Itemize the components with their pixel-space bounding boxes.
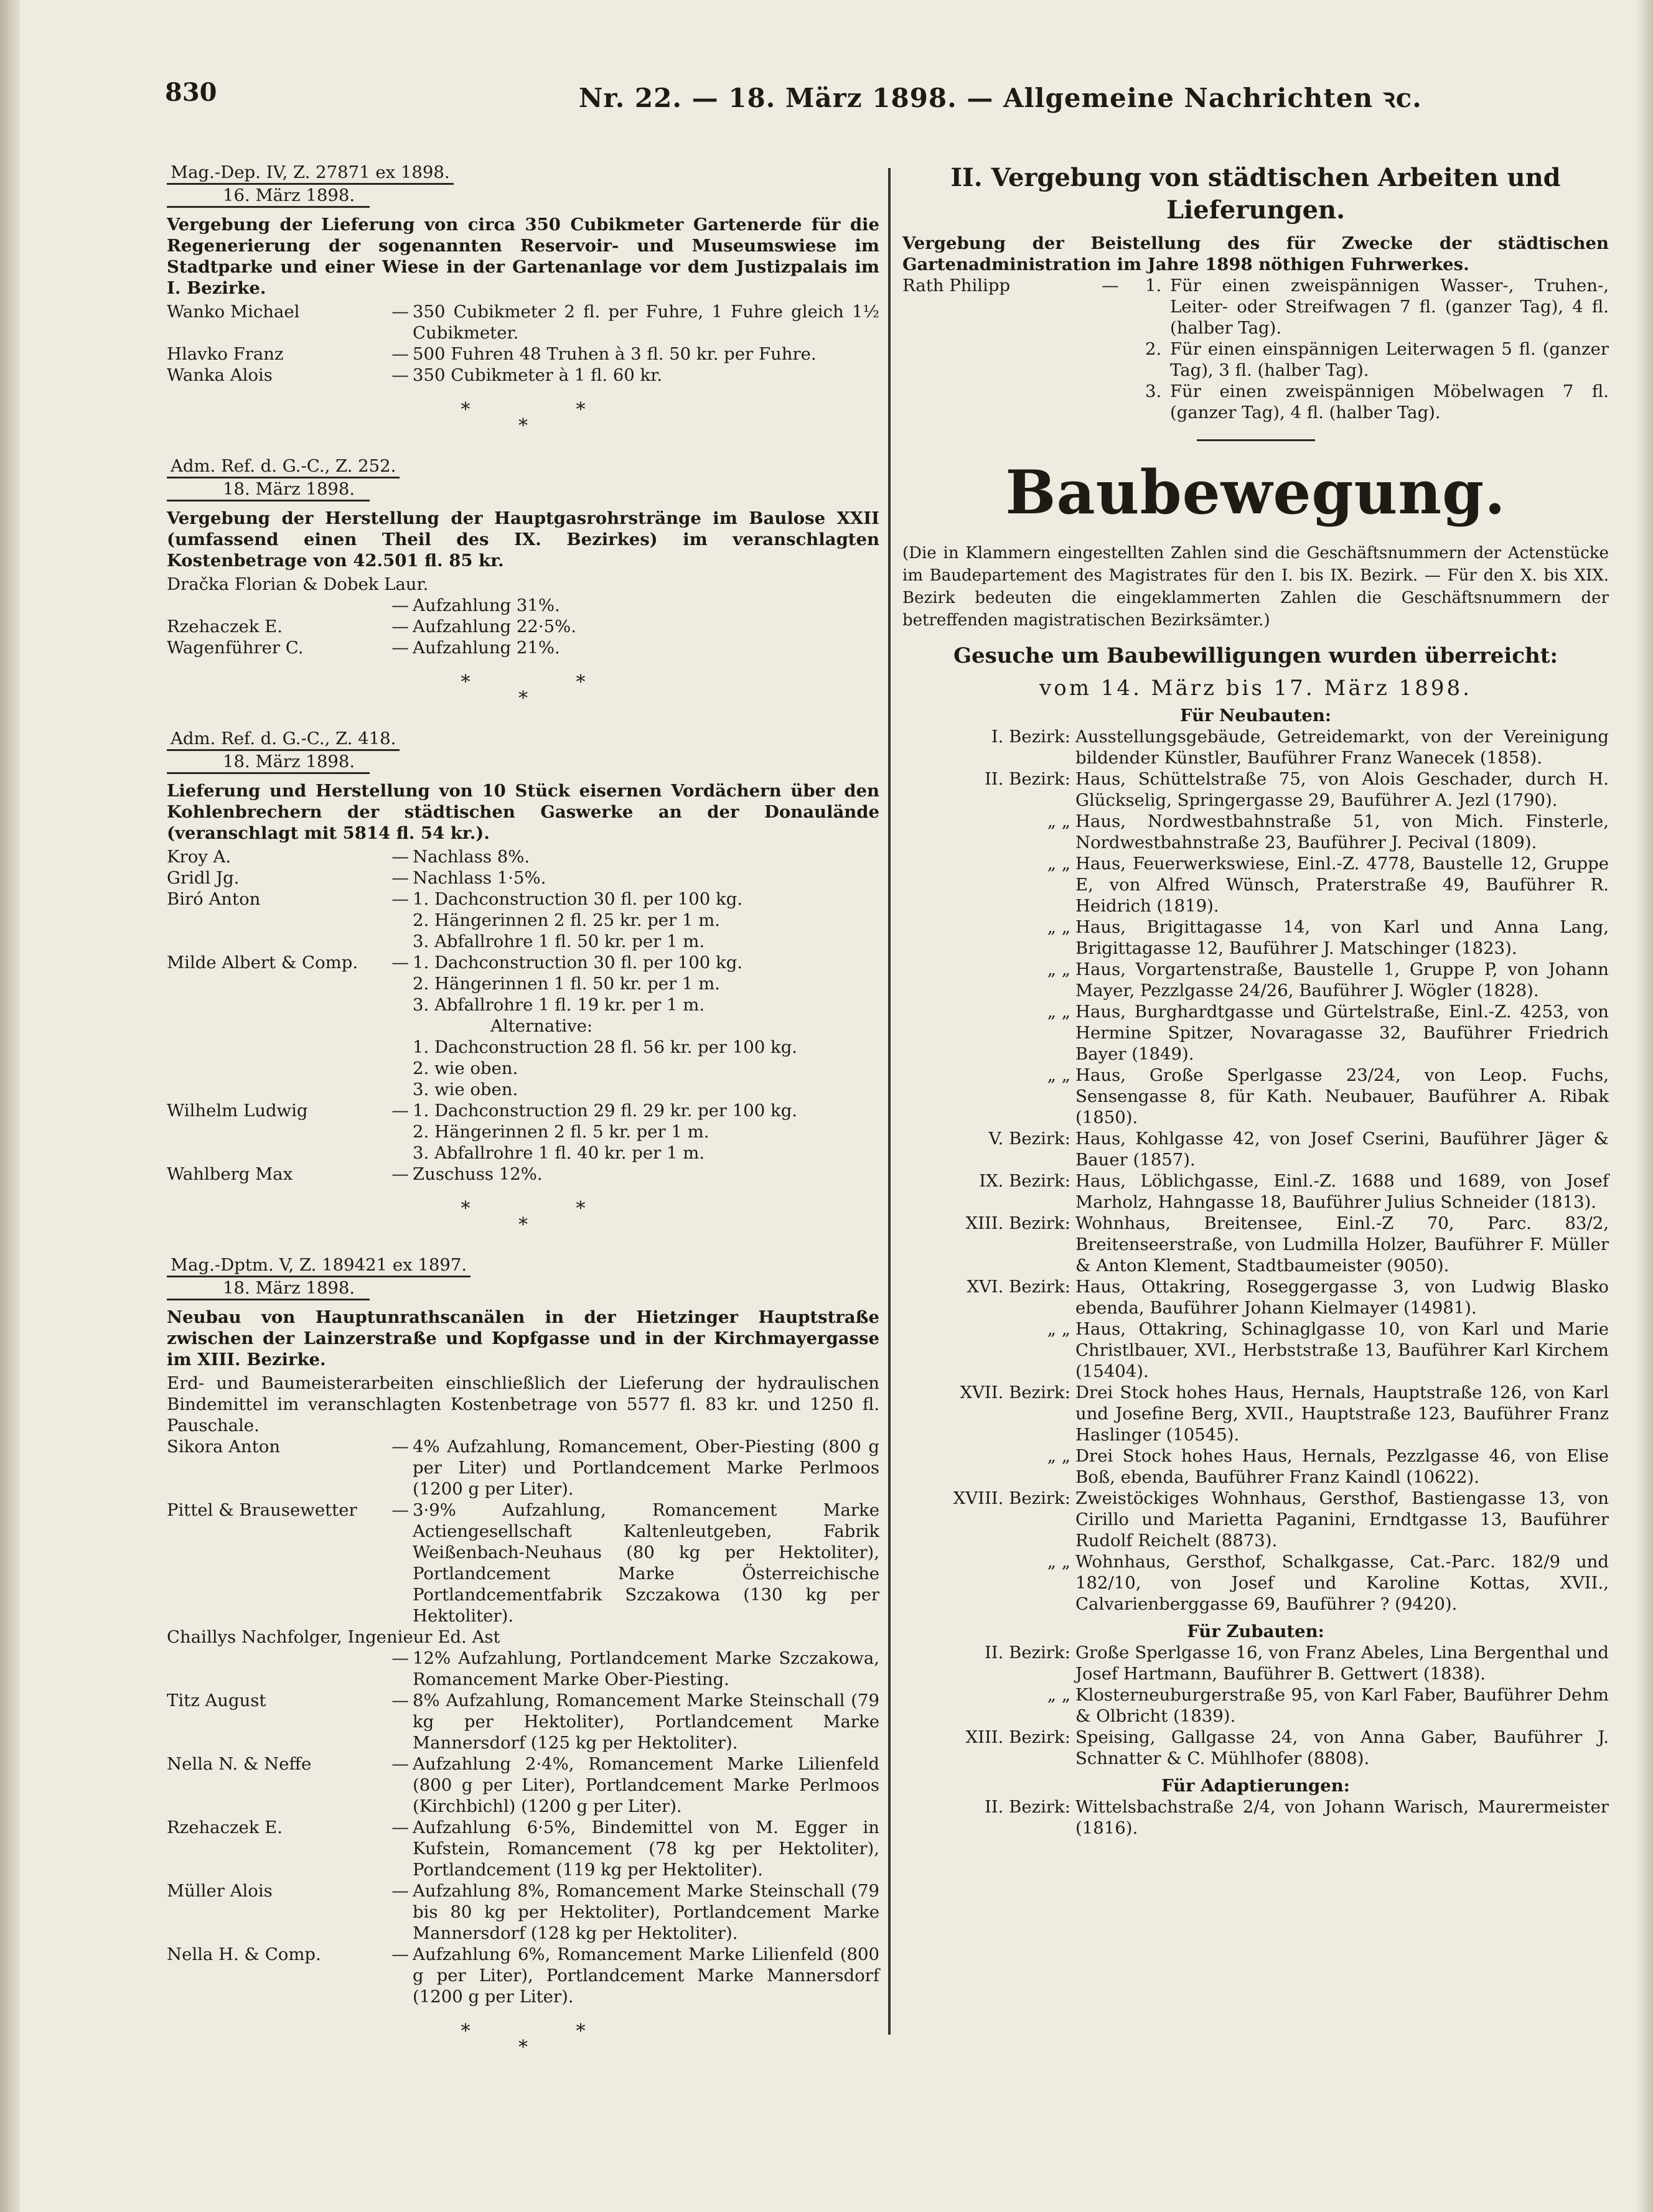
page-title: Baubewegung. [1005,457,1506,528]
bidder-name: Biró Anton [167,889,261,909]
section-heading: II. Vergebung von städtischen Arbeiten und Lieferungen. [950,163,1561,225]
bid-text: Nachlass 1·5%. [413,868,546,888]
reference-date: 18. März 1898. [167,478,370,502]
bid-entry: Nella H. & Comp. — Aufzahlung 6%, Romancement Marke Lilienfeld (800 g per Liter), Portlandcement Marke Mannersdorf (1200 g per Liter). [167,1944,879,2007]
list-item: „ „ Haus, Große Sperlgasse 23/24, von Leop. Fuchs, Sensengasse 8, für Kath. Neubauer, Bauführer A. Ribak (1850). [1047,1065,1609,1127]
bidder-name: Rzehaczek E. [167,1818,283,1837]
bidder-name: Rath Philipp [902,276,1011,296]
bidder-name: Rzehaczek E. [167,617,283,637]
bid-text: Aufzahlung 8%, Romancement Marke Steinschall (79 bis 80 kg per Hektoliter), Portlandcement Marke Mannersdorf (128 kg per Hektoliter). [413,1881,879,1943]
list-item: „ „ Haus, Burghardtgasse und Gürtelstraße, Einl.-Z. 4253, von Hermine Spitzer, Novaragasse 32, Bauführer Friedrich Bayer (1849). [1047,1002,1609,1064]
reference-number: Adm. Ref. d. G.-C., Z. 252. [167,455,400,478]
applications-heading: Gesuche um Baubewilligungen wurden überreicht: [953,643,1558,668]
extensions-heading: Für Zubauten: [1187,1622,1324,1641]
bid-option: 3. Für einen zweispännigen Möbelwagen 7 fl. (ganzer Tag), 4 fl. (halber Tag). [1145,381,1609,422]
reference-date: 18. März 1898. [167,1277,370,1300]
bid-text: 3·9% Aufzahlung, Romancement Marke Actiengesellschaft Kaltenleutgeben, Fabrik Weißenbach-Neuhaus (80 kg per Hektoliter), Portlandcement Marke Österreichische Portlandcementfabrik Szczakowa (130 kg per Hektoliter). [413,1500,879,1626]
reference-number: Mag.-Dptm. V, Z. 189421 ex 1897. [167,1254,471,1277]
list-item: „ „ Wohnhaus, Gersthof, Schalkgasse, Cat.-Parc. 182/9 und 182/10, von Josef und Karoline Kottas, XVII., Calvarienberggasse 69, Bauführer ? (9420). [1047,1552,1609,1614]
alternative-label: Alternative: [490,1016,593,1036]
list-item: „ „ Drei Stock hohes Haus, Hernals, Pezzlgasse 46, von Elise Boß, ebenda, Bauführer Franz Kaindl (10622). [1047,1446,1609,1487]
bid-text: 350 Cubikmeter à 1 fl. 60 kr. [413,365,663,385]
bid-entry: Biró Anton — 1. Dachconstruction 30 fl. per 100 kg. [167,889,879,910]
bidder-name: Wahlberg Max [167,1164,293,1184]
new-buildings-list [902,726,1609,1615]
asterism-divider: ** * [461,2020,691,2058]
bid-entry: Pittel & Brausewetter — 3·9% Aufzahlung, Romancement Marke Actiengesellschaft Kaltenleutgeben, Fabrik Weißenbach-Neuhaus (80 kg per Hektoliter), Portlandcement Marke Österreichische Portlandcementfabrik Szczakowa (130 kg per Hektoliter). [167,1500,879,1626]
bidder-name: Titz August [167,1691,266,1710]
bid-entry: Müller Alois — Aufzahlung 8%, Romancement Marke Steinschall (79 bis 80 kg per Hektoliter), Portlandcement Marke Mannersdorf (128 kg per Hektoliter). [167,1881,879,1943]
section-rule [1197,439,1315,441]
bid-entry: Rzehaczek E. — Aufzahlung 6·5%, Bindemittel von M. Egger in Kufstein, Romancement (78 kg per Hektoliter), Portlandcement (119 kg per Hektoliter). [167,1818,879,1880]
list-item: „ „ Haus, Feuerwerkswiese, Einl.-Z. 4778, Baustelle 12, Gruppe E, von Alfred Wünsch, Praterstraße 49, Bauführer R. Heidrich (1819). [1047,854,1609,916]
bid-entry: Nella N. & Neffe — Aufzahlung 2·4%, Romancement Marke Lilienfeld (800 g per Liter), Portlandcement Marke Perlmoos (Kirchbichl) (1200 g per Liter). [167,1754,879,1816]
column-divider [888,168,891,2035]
bidder-name: Wanka Alois [167,365,273,385]
bidder-name: Wilhelm Ludwig [167,1101,308,1121]
right-column [902,156,1609,1839]
bid-text: 350 Cubikmeter 2 fl. per Fuhre, 1 Fuhre gleich 1½ Cubikmeter. [413,302,879,343]
list-item: I. Bezirk: Ausstellungsgebäude, Getreidemarkt, von der Vereinigung bildender Künstler, Bauführer Franz Wanecek (1858). [991,727,1609,768]
bidder-name: Dračka Florian & Dobek Laur. [167,574,429,594]
bidder-name: Nella N. & Neffe [167,1754,312,1774]
period-line: vom 14. März bis 17. März 1898. [1039,676,1472,701]
reference-number: Adm. Ref. d. G.-C., Z. 418. [167,728,400,751]
bid-line: 2. Hängerinnen 1 fl. 50 kr. per 1 m. [413,974,720,994]
left-column [167,156,879,2071]
page-edge-right [1636,0,1653,2212]
list-item: V. Bezirk: Haus, Kohlgasse 42, von Josef Cserini, Bauführer Jäger & Bauer (1857). [988,1129,1609,1170]
bid-line: 3. Abfallrohre 1 fl. 19 kr. per 1 m. [413,995,705,1015]
bid-text: Aufzahlung 6·5%, Bindemittel von M. Egger in Kufstein, Romancement (78 kg per Hektoliter), Portlandcement (119 kg per Hektoliter). [413,1818,879,1880]
list-item: XVII. Bezirk: Drei Stock hohes Haus, Hernals, Hauptstraße 126, von Karl und Josefine Berg, XVII., Hauptstraße 123, Bauführer Franz Haslinger (10545). [960,1383,1609,1445]
bid-line: 3. Abfallrohre 1 fl. 40 kr. per 1 m. [413,1143,705,1163]
bidder-name: Hlavko Franz [167,344,284,364]
page-edge-left [0,0,20,2212]
list-item: XIII. Bezirk: Speising, Gallgasse 24, von Anna Gaber, Bauführer J. Schnatter & C. Mühlhofer (8808). [965,1727,1609,1768]
bid-line: 1. Dachconstruction 28 fl. 56 kr. per 100 kg. [413,1037,798,1057]
running-head: Nr. 22. — 18. März 1898. — Allgemeine Nachrichten ꝛc. [579,83,1422,113]
adaptations-list [902,1796,1609,1839]
list-item: XVI. Bezirk: Haus, Ottakring, Roseggergasse 3, von Ludwig Blasko ebenda, Bauführer Johann Kielmayer (14981). [967,1277,1609,1318]
bidder-name: Wagenführer C. [167,638,304,658]
bid-entry [902,275,1609,423]
reference-date: 18. März 1898. [167,751,370,774]
explanatory-note: (Die in Klammern eingestellten Zahlen sind die Geschäftsnummern der Actenstücke im Baudepartement des Magistrates für den I. bis IX. Bezirk. — Für den X. bis XIX. Bezirk bedeuten die eingeklammerten Zahlen die Geschäftsnummern der betreffenden magistratischen Bezirksämter.) [902,544,1609,630]
asterism-divider: ** * [461,1198,691,1236]
bid-text: Aufzahlung 31%. [413,595,560,615]
bid-entry: Wahlberg Max — Zuschuss 12%. [167,1164,879,1185]
bid-entry: Wagenführer C. — Aufzahlung 21%. [167,637,879,658]
section-garden-soil [167,156,879,386]
bid-entry [167,574,879,595]
section-canopies [167,722,879,1185]
bid-text: Aufzahlung 21%. [413,638,560,658]
bid-entry: Titz August — 8% Aufzahlung, Romancement Marke Steinschall (79 kg per Hektoliter), Portlandcement Marke Mannersdorf (125 kg per Hektoliter). [167,1691,879,1753]
bid-text: 12% Aufzahlung, Portlandcement Marke Szczakowa, Romancement Marke Ober-Piesting. [413,1648,879,1689]
section-title: Neubau von Hauptunrathscanälen in der Hietzinger Hauptstraße zwischen der Lainzerstraße und Kopfgasse und in der Kirchmayergasse im XIII. Bezirke. [167,1307,879,1370]
bid-entry: Wanka Alois — 350 Cubikmeter à 1 fl. 60 kr. [167,365,879,386]
extensions-list [902,1642,1609,1769]
bid-entry: Sikora Anton — 4% Aufzahlung, Romancement, Ober-Piesting (800 g per Liter) und Portlandcement Marke Perlmoos (1200 g per Liter). [167,1437,879,1499]
asterism-divider: ** * [461,671,691,709]
bid-text: 500 Fuhren 48 Truhen à 3 fl. 50 kr. per Fuhre. [413,344,817,364]
bidder-name: Pittel & Brausewetter [167,1500,357,1520]
section-subheading: Vergebung der Beistellung des für Zwecke der städtischen Gartenadministration im Jahre 1898 nöthigen Fuhrwerkes. [902,233,1609,274]
adaptations-heading: Für Adaptierungen: [1161,1776,1350,1796]
list-item: „ „ Haus, Nordwestbahnstraße 51, von Mich. Finsterle, Nordwestbahnstraße 23, Bauführer J. Pecival (1809). [1047,811,1609,852]
list-item: „ „ Haus, Brigittagasse 14, von Karl und Anna Lang, Brigittagasse 12, Bauführer J. Matschinger (1823). [1047,917,1609,958]
list-item: II. Bezirk: Große Sperlgasse 16, von Franz Abeles, Lina Bergenthal und Josef Hartmann, Bauführer B. Gettwert (1838). [984,1643,1609,1684]
new-buildings-heading: Für Neubauten: [1179,706,1332,726]
bid-text: 1. Dachconstruction 30 fl. per 100 kg. [413,953,743,973]
bid-entry: Rzehaczek E. — Aufzahlung 22·5%. [167,616,879,637]
bidder-name: Müller Alois [167,1881,273,1901]
list-item: II. Bezirk: Haus, Schüttelstraße 75, von Alois Geschader, durch H. Glückselig, Springergasse 29, Bauführer A. Jezl (1790). [984,769,1609,810]
bid-entry: Kroy A. — Nachlass 8%. [167,846,879,867]
bidder-name: Sikora Anton [167,1437,281,1457]
bid-line: 2. Hängerinnen 2 fl. 25 kr. per 1 m. [413,910,720,930]
section-subtitle: Erd- und Baumeisterarbeiten einschließlich der Lieferung der hydraulischen Bindemittel im veranschlagten Kostenbetrage von 5577 fl. 83 kr. und 1250 fl. Pauschale. [167,1373,879,1435]
list-item: II. Bezirk: Wittelsbachstraße 2/4, von Johann Warisch, Maurermeister (1816). [984,1797,1609,1838]
bid-text: 1. Dachconstruction 29 fl. 29 kr. per 100 kg. [413,1101,798,1121]
section-sewers [167,1248,879,2007]
bid-entry: — Aufzahlung 31%. [167,595,879,616]
bid-text: Aufzahlung 22·5%. [413,617,577,637]
bid-entry: Milde Albert & Comp. — 1. Dachconstruction 30 fl. per 100 kg. [167,952,879,973]
bid-entry: Gridl Jg. — Nachlass 1·5%. [167,867,879,889]
bid-text: Zuschuss 12%. [413,1164,543,1184]
bid-line: 3. Abfallrohre 1 fl. 50 kr. per 1 m. [413,931,705,951]
bid-line: 3. wie oben. [413,1080,518,1099]
bid-text: Aufzahlung 6%, Romancement Marke Lilienfeld (800 g per Liter), Portlandcement Marke Mannersdorf (1200 g per Liter). [413,1944,879,2007]
bid-text: 1. Dachconstruction 30 fl. per 100 kg. [413,889,743,909]
list-item: „ „ Haus, Ottakring, Schinaglgasse 10, von Karl und Marie Christlbauer, XVI., Herbststraße 13, Bauführer Karl Kirchem (15404). [1047,1319,1609,1381]
bid-option: — 1. Für einen zweispännigen Wasser-, Truhen-, Leiter- oder Streifwagen 7 fl. (ganzer Tag), 4 fl. (halber Tag). [1102,276,1609,338]
bid-entry: Hlavko Franz — 500 Fuhren 48 Truhen à 3 fl. 50 kr. per Fuhre. [167,343,879,365]
bid-entry: Wilhelm Ludwig — 1. Dachconstruction 29 fl. 29 kr. per 100 kg. [167,1100,879,1121]
bid-text: 4% Aufzahlung, Romancement, Ober-Piesting (800 g per Liter) und Portlandcement Marke Perlmoos (1200 g per Liter). [413,1437,879,1499]
bid-entry: Chaillys Nachfolger, Ingenieur Ed. Ast — 12% Aufzahlung, Portlandcement Marke Szczakowa, Romancement Marke Ober-Piesting. [167,1627,879,1689]
bid-text: 8% Aufzahlung, Romancement Marke Steinschall (79 kg per Hektoliter), Portlandcement Marke Mannersdorf (125 kg per Hektoliter). [413,1691,879,1753]
asterism-divider: ** * [461,399,691,437]
page-number: 830 [165,78,217,107]
section-gas-pipes [167,449,879,658]
section-title: Lieferung und Herstellung von 10 Stück eisernen Vordächern über den Kohlenbrechern der städtischen Gaswerke an der Donaulände (veranschlagt mit 5814 fl. 54 kr.). [167,781,879,843]
bidder-name: Wanko Michael [167,302,300,322]
bid-line: 2. wie oben. [413,1058,518,1078]
list-item: XVIII. Bezirk: Zweistöckiges Wohnhaus, Gersthof, Bastiengasse 13, von Cirillo und Marietta Paganini, Erndtgasse 13, Bauführer Rudolf Reichelt (8873). [953,1488,1609,1551]
list-item: IX. Bezirk: Haus, Löblichgasse, Einl.-Z. 1688 und 1689, von Josef Marholz, Hahngasse 18, Bauführer Julius Schneider (1813). [979,1171,1609,1212]
bidder-name: Chaillys Nachfolger, Ingenieur Ed. Ast [167,1627,500,1647]
bidder-name: Gridl Jg. [167,868,240,888]
reference-number: Mag.-Dep. IV, Z. 27871 ex 1898. [167,162,454,185]
bid-text: Nachlass 8%. [413,847,530,867]
bid-entry: Wanko Michael — 350 Cubikmeter 2 fl. per Fuhre, 1 Fuhre gleich 1½ Cubikmeter. [167,302,879,343]
bidder-name: Kroy A. [167,847,232,867]
bid-text: Aufzahlung 2·4%, Romancement Marke Lilienfeld (800 g per Liter), Portlandcement Marke Perlmoos (Kirchbichl) (1200 g per Liter). [413,1754,879,1816]
bid-option: 2. Für einen einspännigen Leiterwagen 5 fl. (ganzer Tag), 3 fl. (halber Tag). [1145,339,1609,380]
bid-line: 2. Hängerinnen 2 fl. 5 kr. per 1 m. [413,1122,709,1142]
section-title: Vergebung der Herstellung der Hauptgasrohrstränge im Baulose XXII (umfassend einen Theil des IX. Bezirkes) im veranschlagten Kostenbetrage von 42.501 fl. 85 kr. [167,508,879,571]
list-item: „ „ Klosterneuburgerstraße 95, von Karl Faber, Bauführer Dehm & Olbricht (1839). [1047,1685,1609,1726]
list-item: „ „ Haus, Vorgartenstraße, Baustelle 1, Gruppe P, von Johann Mayer, Pezzlgasse 24/26, Bauführer J. Wögler (1828). [1047,959,1609,1001]
bidder-name: Milde Albert & Comp. [167,953,358,973]
bidder-name: Nella H. & Comp. [167,1944,321,1964]
section-title: Vergebung der Lieferung von circa 350 Cubikmeter Gartenerde für die Regenerierung der sogenannten Reservoir- und Museumswiese im Stadtparke und einer Wiese in der Gartenanlage vor dem Justizpalais im I. Bezirke. [167,215,879,298]
reference-date: 16. März 1898. [167,185,370,208]
list-item: XIII. Bezirk: Wohnhaus, Breitensee, Einl.-Z 70, Parc. 83/2, Breitenseerstraße, von Ludmilla Holzer, Bauführer F. Müller & Anton Klement, Stadtbaumeister (9050). [965,1213,1609,1276]
